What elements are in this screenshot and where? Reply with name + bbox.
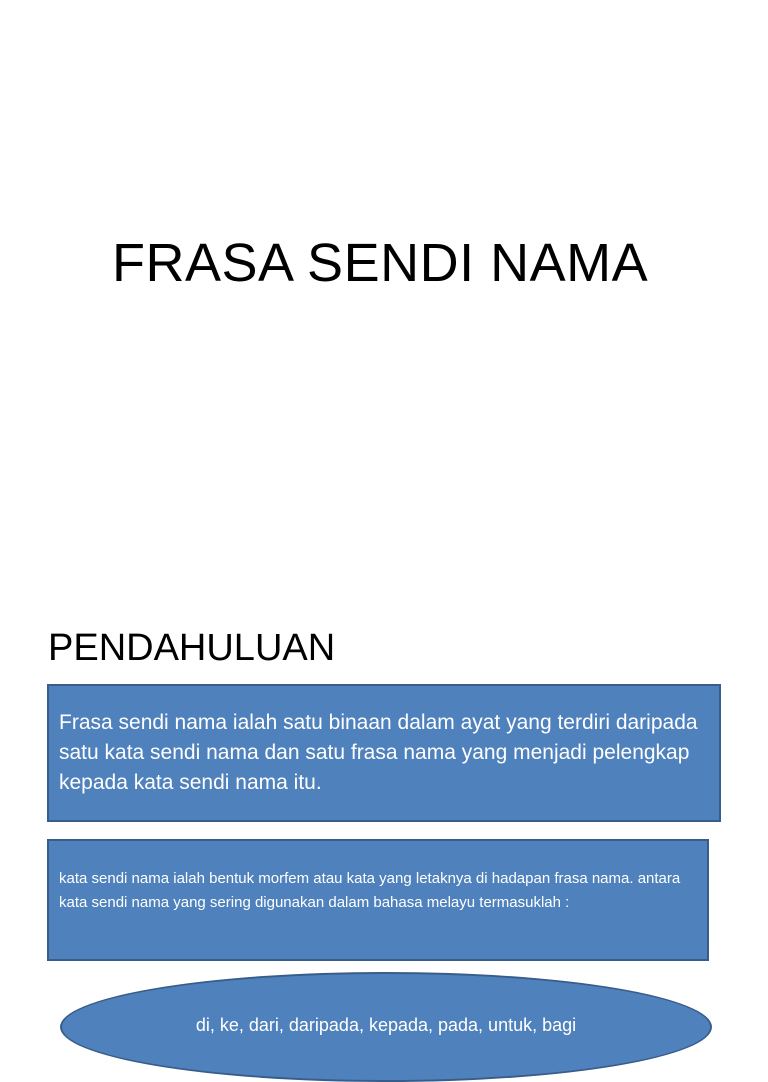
definition-box: Frasa sendi nama ialah satu binaan dalam ayat yang terdiri daripada satu kata sendi nama dan satu frasa nama yang menjadi pelengkap kepada kata sendi nama itu.	[47, 684, 721, 822]
slide-title: FRASA SENDI NAMA	[112, 233, 649, 293]
section-heading: PENDAHULUAN	[48, 627, 336, 669]
examples-ellipse: di, ke, dari, daripada, kepada, pada, untuk, bagi	[60, 972, 712, 1082]
introduction-slide	[0, 560, 768, 1035]
kata-sendi-box: kata sendi nama ialah bentuk morfem atau kata yang letaknya di hadapan frasa nama. antara kata sendi nama yang sering digunakan dalam bahasa melayu termasuklah :	[47, 839, 709, 961]
